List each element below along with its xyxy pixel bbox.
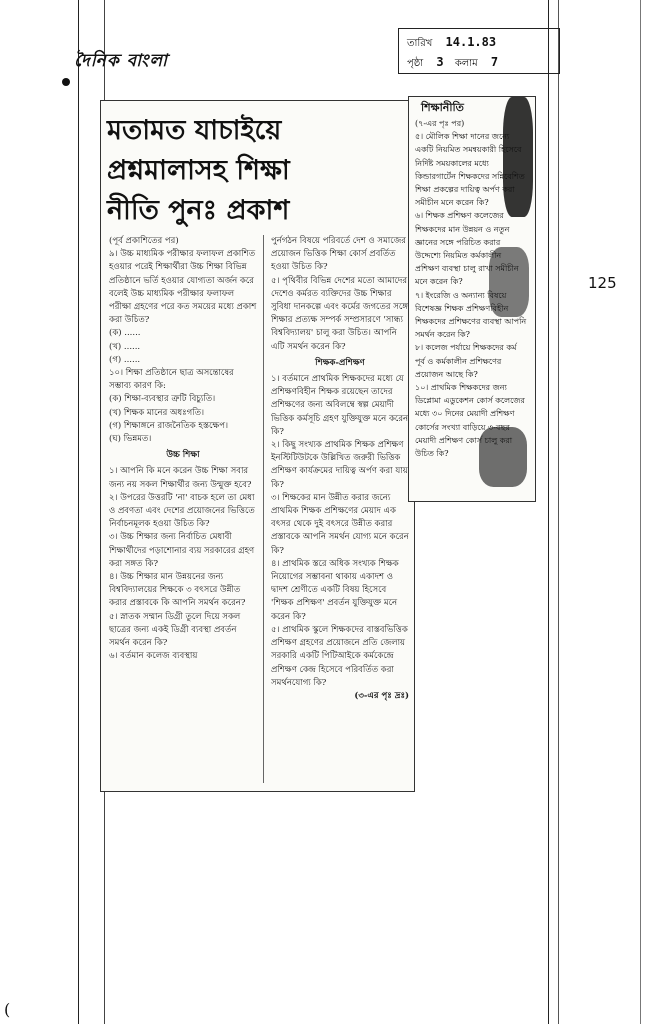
article-clipping xyxy=(100,100,415,792)
headline-line: নীতি পুনঃ প্রকাশ xyxy=(107,195,290,226)
page-value: 3 xyxy=(436,55,444,69)
date-row xyxy=(407,35,496,53)
article-paragraph: (খ) শিক্ষক মানের অধঃগতি। xyxy=(109,407,205,418)
page-left-edge-line xyxy=(78,0,79,1024)
page-right-edge-line xyxy=(558,0,559,1024)
article-paragraph: ১০। প্রাথমিক শিক্ষকদের জন্য ডিপ্লোমা এডুকেশন কোর্স কলেজের মধ্যে ৩০ দিনের মেয়াদী প্রশিক্ষণ কোর্সের সংখ্যা বাড়িয়ে ৩-বছর মেয়াদী প্রশিক্ষণ কোর্স চালু করা উচিত কি? xyxy=(415,383,525,459)
article-paragraph: ১০। শিক্ষা প্রতিষ্ঠানে ছাত্র অসন্তোষের সম্ভাব্য কারণ কি: xyxy=(109,368,234,392)
article-paragraph: ৫। স্নাতক সম্মান ডিগ্রী তুলে দিয়ে সকল ছাত্রের জন্য একই ডিগ্রী ব্যবস্থা প্রবর্তন সমর্থন করেন কি? xyxy=(109,611,241,649)
article-paragraph: ৫। পৃথিবীর বিভিন্ন দেশের মতো আমাদের দেশেও কর্মরত ব্যক্তিদের উচ্চ শিক্ষার সুবিধা দানকল্পে এবং কর্মের জগতের সঙ্গে শিক্ষার প্রত্যক্ষ সম্পর্ক সম্প্রসারণে 'সান্ধ্য বিশ্ববিদ্যালয়' চালু করা উচিত। আপনি এটি সমর্থন করেন কি? xyxy=(271,275,408,352)
article-paragraph: ৩। উচ্চ শিক্ষার জন্য নির্বাচিত মেধাবী শিক্ষার্থীদের পড়াশোনার ব্যয় সরকারের গ্রহণ করা সঙ্গত কি? xyxy=(109,532,255,569)
newspaper-masthead: দৈনিক বাংলা xyxy=(74,51,168,71)
corner-mark: ( xyxy=(4,1000,11,1019)
column-divider xyxy=(263,235,264,783)
continued-note: (৩-এর পৃঃ দ্রঃ) xyxy=(354,690,409,701)
page-far-right-line xyxy=(640,0,641,1024)
punch-hole-dot xyxy=(62,78,70,86)
article-paragraph: (ক) শিক্ষা-ব্যবস্থার ত্রুটি বিচ্যুতি। xyxy=(109,394,216,405)
section-subheading: উচ্চ শিক্ষা xyxy=(166,450,200,461)
side-article-clipping xyxy=(408,96,536,502)
article-paragraph: (ক) ...... xyxy=(109,328,141,339)
article-paragraph: ৮। কলেজ পর্যায়ে শিক্ষকদের কর্ম পূর্ব ও কর্মকালীন প্রশিক্ষণের প্রয়োজন আছে কি? xyxy=(415,343,517,379)
side-article-body xyxy=(415,117,527,497)
page-label: পৃষ্ঠা xyxy=(407,58,424,69)
article-paragraph: ১। বর্তমানে প্রাথমিক শিক্ষকদের মধ্যে যে প্রশিক্ষণবিহীন শিক্ষক রয়েছেন তাদের প্রশিক্ষণের জন্য অবিলম্বে স্বল্প মেয়াদী ভিত্তিক কর্মসূচি গ্রহণ যুক্তিযুক্ত মনে করেন কি? xyxy=(271,374,409,437)
article-paragraph: ৫। প্রাথমিক স্কুলে শিক্ষকদের বাস্তবভিত্তিক প্রশিক্ষণ গ্রহণের প্রয়োজনে প্রতি জেলায় সরকারি একটি পিটিআইকে কর্মকেন্দ্রে প্রশিক্ষণ কেন্দ্র হিসেবে পরিবর্তিত করা সমর্থনযোগ্য কি? xyxy=(271,624,408,688)
date-label: তারিখ xyxy=(407,38,433,49)
archive-page-number: 125 xyxy=(588,274,617,292)
article-right-column xyxy=(271,235,409,783)
page-column-row xyxy=(407,55,498,73)
date-stamp-box xyxy=(398,28,560,74)
side-article-title: শিক্ষানীতি xyxy=(421,101,464,114)
article-paragraph: ৬। বর্তমান কলেজ ব্যবস্থায় xyxy=(109,651,198,662)
article-paragraph: ৪। উচ্চ শিক্ষার মান উন্নয়নের জন্য বিশ্ববিদ্যালয়ের শিক্ষকে ৩ বৎসরে উন্নীত করার প্রস্তাবকে কি আপনি সমর্থন করেন? xyxy=(109,572,246,609)
article-paragraph: ১। আপনি কি মনে করেন উচ্চ শিক্ষা সবার জন্য নয় সকল শিক্ষার্থীর জন্য উন্মুক্ত হবে? xyxy=(109,466,252,490)
article-paragraph: (গ) ...... xyxy=(109,354,141,365)
article-paragraph: (৭-এর পৃঃ পর) xyxy=(415,119,465,128)
article-paragraph: ৬। শিক্ষক প্রশিক্ষণ কলেজের শিক্ষকদের মান উন্নয়ন ও নতুন জ্ঞানের সঙ্গে পরিচিত করার উদ্দেশ্যে নিয়মিত কর্মকালীন প্রশিক্ষণ ব্যবস্থা চালু রাখা সমীচীন মনে করেন কি? xyxy=(415,211,519,287)
article-headline xyxy=(107,111,405,231)
column-label: কলাম xyxy=(454,58,478,69)
article-left-column xyxy=(109,235,257,783)
article-paragraph: (পূর্ব প্রকাশিতের পর) xyxy=(109,236,179,246)
article-paragraph: (ঘ) ভিন্নমত। xyxy=(109,434,152,445)
article-paragraph: ৯। উচ্চ মাধ্যমিক পরীক্ষার ফলাফল প্রকাশিত হওয়ার পরেই শিক্ষার্থীরা উচ্চ শিক্ষা বিভিন্ন প্রতিষ্ঠানে ভর্তি হওয়ার যোগ্যতা অর্জন করে বলেই উচ্চ মাধ্যমিক পরীক্ষার ফলাফল পরীক্ষা গ্রহণের পরে কত সময়ের মধ্যে প্রকাশ করা উচিত? xyxy=(109,249,257,326)
section-subheading: শিক্ষক-প্রশিক্ষণ xyxy=(315,357,365,368)
headline-line: প্রশ্নমালাসহ শিক্ষা xyxy=(107,155,290,186)
article-paragraph: ৫। মৌলিক শিক্ষা দানের জন্যে একটি নিয়মিত সমন্বয়কারী হিসেবে নির্দিষ্ট সময়কালের মধ্যে কিন্ডারগার্টেন শিক্ষকদের সন্নিবেশিত শিক্ষা প্রকল্পের দায়িত্ব অর্পণ করা সমীচীন মনে করেন কি? xyxy=(415,132,525,208)
date-value: 14.1.83 xyxy=(445,35,497,49)
article-paragraph: ৭। ইংরেজি ও অন্যান্য বিষয়ে বিশেষজ্ঞ শিক্ষক প্রশিক্ষণবিহীন শিক্ষকদের প্রশিক্ষণের ব্যবস্থা আপনি সমর্থন করেন কি? xyxy=(415,290,527,340)
article-paragraph: ৩। শিক্ষকের মান উন্নীত করার জন্যে প্রাথমিক শিক্ষক প্রশিক্ষণের মেয়াদ এক বৎসর থেকে দুই বৎসরে উন্নীত করার প্রস্তাবকে আপনি সমর্থন যোগ্য মনে করেন কি? xyxy=(271,492,409,556)
headline-line: মতামত যাচাইয়ে xyxy=(107,115,282,146)
article-paragraph: ২। উপরের উত্তরটি 'না' বাচক হলে তা মেধা ও প্রবণতা এবং দেশের প্রয়োজনের ভিত্তিতে নির্বাচনমূলক হওয়া উচিত কি? xyxy=(109,492,255,530)
column-value: 7 xyxy=(490,55,499,69)
page-right-fold-line xyxy=(548,0,549,1024)
article-paragraph: পুর্নগঠন বিষয়ে পরিবর্তে দেশ ও সমাজের প্রয়োজন ভিত্তিক শিক্ষা কোর্স প্রবর্তিত হওয়া উচিত কি? xyxy=(271,236,406,273)
article-paragraph: (গ) শিক্ষাঙ্গনে রাজনৈতিক হস্তক্ষেপ। xyxy=(109,420,229,431)
article-paragraph: (খ) ...... xyxy=(109,341,141,352)
article-paragraph: ৪। প্রাথমিক স্তরে অধিক সংখ্যক শিক্ষক নিয়োগের সম্ভাবনা থাকায় একাদশ ও দ্বাদশ শ্রেণীতে একটি বিষয় হিসেবে 'শিক্ষক প্রশিক্ষণ' প্রবর্তন যুক্তিযুক্ত মনে করেন কি? xyxy=(271,558,399,622)
article-paragraph: ২। কিছু সংখ্যক প্রাথমিক শিক্ষক প্রশিক্ষণ ইনস্টিটিউটকে উল্লিখিত জরুরী ভিত্তিক প্রশিক্ষণ কার্যক্রমের দায়িত্ব অর্পণ করা যায় কি? xyxy=(271,440,408,490)
